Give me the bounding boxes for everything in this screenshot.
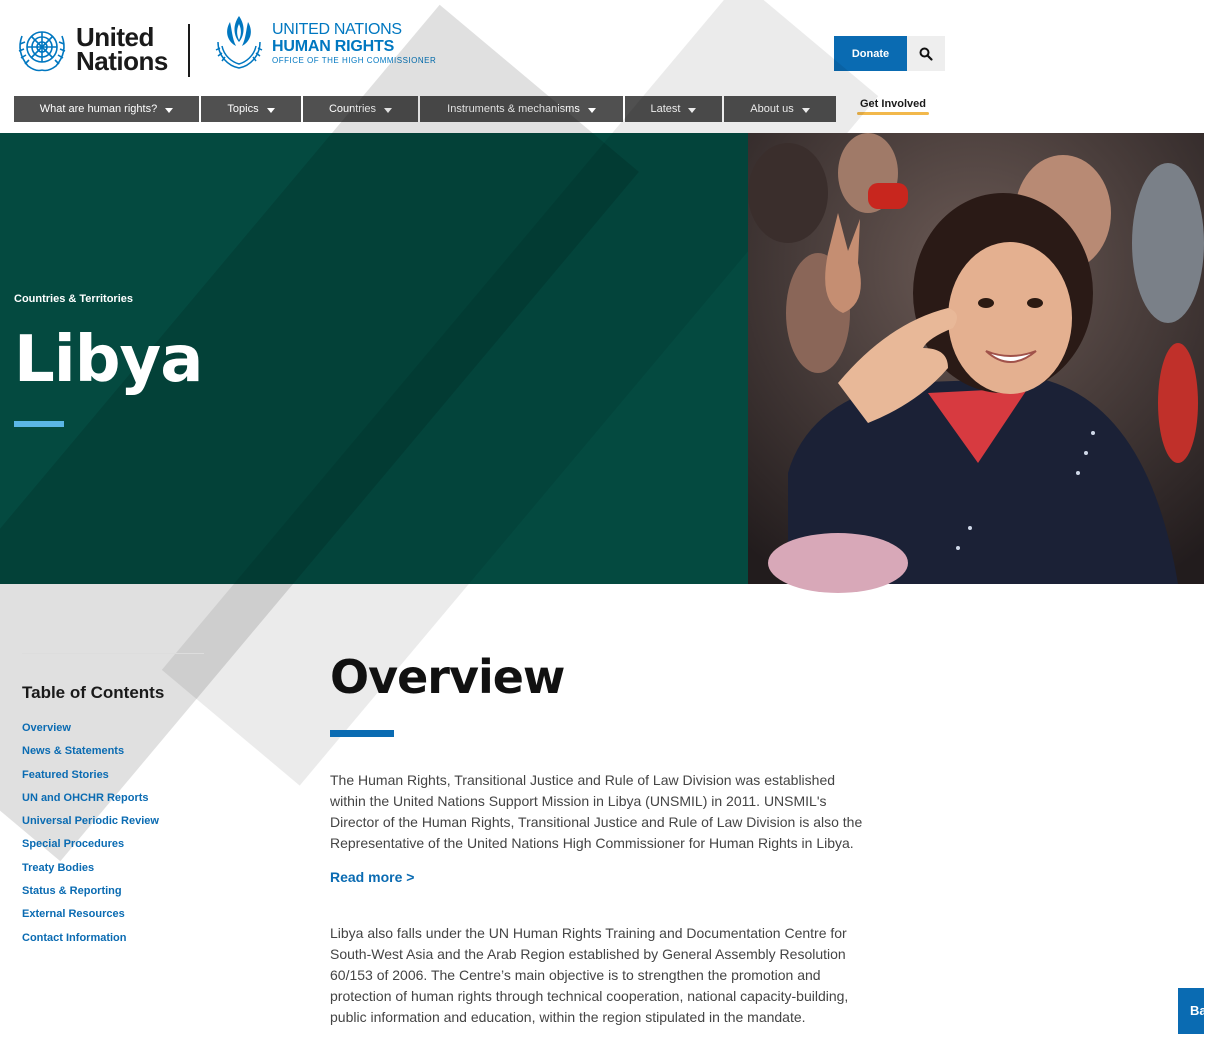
section-title: Overview [330,650,565,704]
page-title: Libya [14,323,203,397]
toc-link-featured-stories[interactable]: Featured Stories [22,768,109,781]
ohchr-line3: OFFICE OF THE HIGH COMMISSIONER [272,55,437,65]
get-involved-underline [857,112,929,115]
toc-link-status-reporting[interactable]: Status & Reporting [22,885,122,898]
search-button[interactable] [907,36,945,71]
toc-title: Table of Contents [22,683,165,702]
hero-photo [748,133,1204,584]
table-of-contents [22,722,159,955]
nav-item-what-are-human-rights[interactable] [14,96,199,122]
ohchr-flame-icon [210,12,268,74]
un-wordmark [76,22,168,76]
nav-item-label: Countries [328,103,377,115]
toc-link-upr[interactable]: Universal Periodic Review [22,815,159,828]
toc-link-news-statements[interactable]: News & Statements [22,745,125,758]
hero-text-panel [0,133,748,584]
nav-item-label: Instruments & mechanisms [447,103,580,115]
toc-link-treaty-bodies[interactable]: Treaty Bodies [22,861,95,874]
un-logo[interactable] [14,24,168,74]
toc-divider [22,653,204,654]
section-accent-bar [330,730,394,737]
nav-item-label: Topics [227,103,259,115]
ohchr-line2: HUMAN RIGHTS [272,37,395,55]
caret-down-icon [267,108,275,113]
toc-link-external-resources[interactable]: External Resources [22,908,125,921]
search-icon [919,47,933,61]
caret-down-icon [165,108,173,113]
site-header [0,0,1204,96]
donate-button[interactable]: Donate [834,36,907,71]
get-involved-label: Get Involved [860,98,927,110]
overview-paragraph-2: Libya also falls under the UN Human Rights Training and Documentation Centre for South-West Asia and the Arab Region established by General Assembly Resolution 60/153 of 2006. The Centre’s main objective is to strengthen the promotion and protection of human rights through technical cooperation, national capacity-building, public information and education, within the region stipulated in the mandate. [330,925,849,1025]
nav-item-label: Latest [650,103,681,115]
read-more-link[interactable]: Read more > [330,869,415,885]
toc-link-reports[interactable]: UN and OHCHR Reports [22,791,149,804]
nav-item-label: What are human rights? [39,103,158,115]
nav-item-topics[interactable] [201,96,301,122]
caret-down-icon [588,108,596,113]
ohchr-line1: UNITED NATIONS [272,20,402,38]
hero-kicker: Countries & Territories [14,293,133,305]
toc-link-special-procedures[interactable]: Special Procedures [22,838,125,851]
un-wordmark-line2: Nations [76,46,168,76]
toc-link-overview[interactable]: Overview [22,722,71,734]
back-to-top-button[interactable]: Ba [1178,988,1204,1034]
nav-item-label: About us [750,103,794,115]
hero-banner [0,133,1204,584]
hero-photo-illustration [748,133,1204,584]
overview-paragraph-1: The Human Rights, Transitional Justice and Rule of Law Division was established within the United Nations Support Mission in Libya (UNSMIL) in 2011. UNSMIL's Director of the Human Rights, Transitional Justice and Rule of Law Division is also the Representative of the United Nations High Commissioner for Human Rights in Libya. [330,772,863,851]
logo-divider [188,24,190,77]
un-wordmark-line1: United [76,22,154,52]
un-emblem-icon [14,24,70,74]
hero-accent-bar [14,421,64,427]
toc-link-contact-information[interactable]: Contact Information [22,931,127,944]
